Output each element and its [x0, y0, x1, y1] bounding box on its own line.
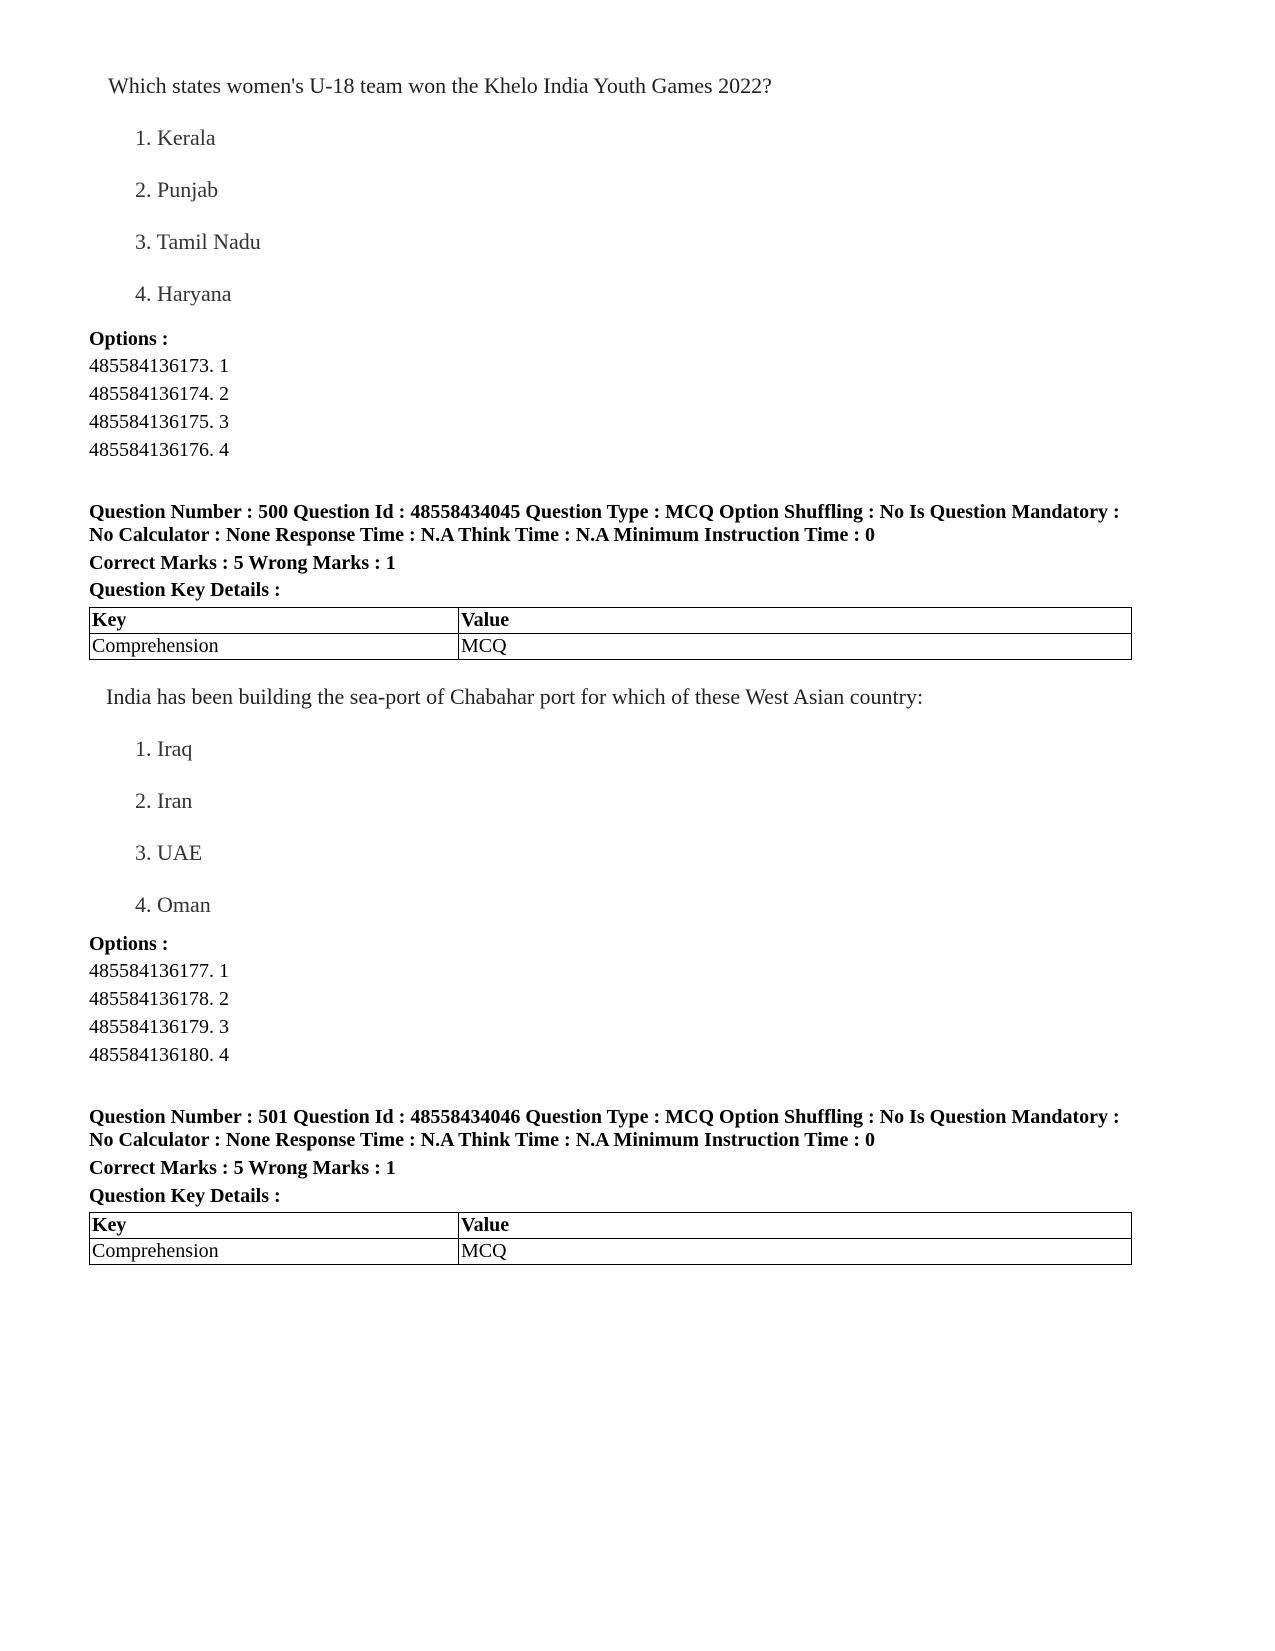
table-row [90, 634, 1132, 660]
table-header-row [90, 1213, 1132, 1239]
question-text: India has been building the sea-port of Chabahar port for which of these West Asian country: [106, 684, 924, 709]
marks-line: Correct Marks : 5 Wrong Marks : 1 [89, 552, 396, 574]
option-id: 485584136179. 3 [89, 1016, 229, 1038]
key-details-label: Question Key Details : [89, 579, 281, 601]
key-value-table [89, 607, 1132, 660]
question-choice: 3. UAE [135, 840, 203, 865]
question-text: Which states women's U-18 team won the Khelo India Youth Games 2022? [108, 73, 772, 98]
question-choice: 2. Iran [135, 788, 193, 813]
question-choice: 4. Oman [135, 892, 211, 917]
option-id: 485584136174. 2 [89, 383, 229, 405]
table-header-key: Key [90, 608, 459, 634]
option-id: 485584136178. 2 [89, 988, 229, 1010]
question-meta-line: No Calculator : None Response Time : N.A Think Time : N.A Minimum Instruction Time : 0 [89, 1129, 875, 1151]
table-cell-key: Comprehension [90, 634, 459, 660]
question-choice: 4. Haryana [135, 281, 232, 306]
marks-line: Correct Marks : 5 Wrong Marks : 1 [89, 1157, 396, 1179]
table-cell-key: Comprehension [90, 1239, 459, 1265]
option-id: 485584136173. 1 [89, 355, 229, 377]
question-choice: 2. Punjab [135, 177, 219, 202]
option-id: 485584136175. 3 [89, 411, 229, 433]
question-choice: 1. Iraq [135, 736, 193, 761]
key-value-table [89, 1212, 1132, 1265]
table-header-value: Value [459, 1213, 1132, 1239]
options-label: Options : [89, 933, 169, 955]
table-cell-value: MCQ [459, 1239, 1132, 1265]
question-choice: 3. Tamil Nadu [135, 229, 261, 254]
question-choice: 1. Kerala [135, 125, 216, 150]
table-header-key: Key [90, 1213, 459, 1239]
option-id: 485584136176. 4 [89, 439, 229, 461]
key-details-label: Question Key Details : [89, 1185, 281, 1207]
question-meta-line: No Calculator : None Response Time : N.A Think Time : N.A Minimum Instruction Time : 0 [89, 524, 875, 546]
table-header-row [90, 608, 1132, 634]
options-label: Options : [89, 328, 169, 350]
table-cell-value: MCQ [459, 634, 1132, 660]
question-meta-line: Question Number : 501 Question Id : 48558434046 Question Type : MCQ Option Shuffling : No Is Question Mandatory : [89, 1106, 1120, 1128]
option-id: 485584136180. 4 [89, 1044, 229, 1066]
table-row [90, 1239, 1132, 1265]
question-meta-line: Question Number : 500 Question Id : 48558434045 Question Type : MCQ Option Shuffling : No Is Question Mandatory : [89, 501, 1120, 523]
table-header-value: Value [459, 608, 1132, 634]
option-id: 485584136177. 1 [89, 960, 229, 982]
